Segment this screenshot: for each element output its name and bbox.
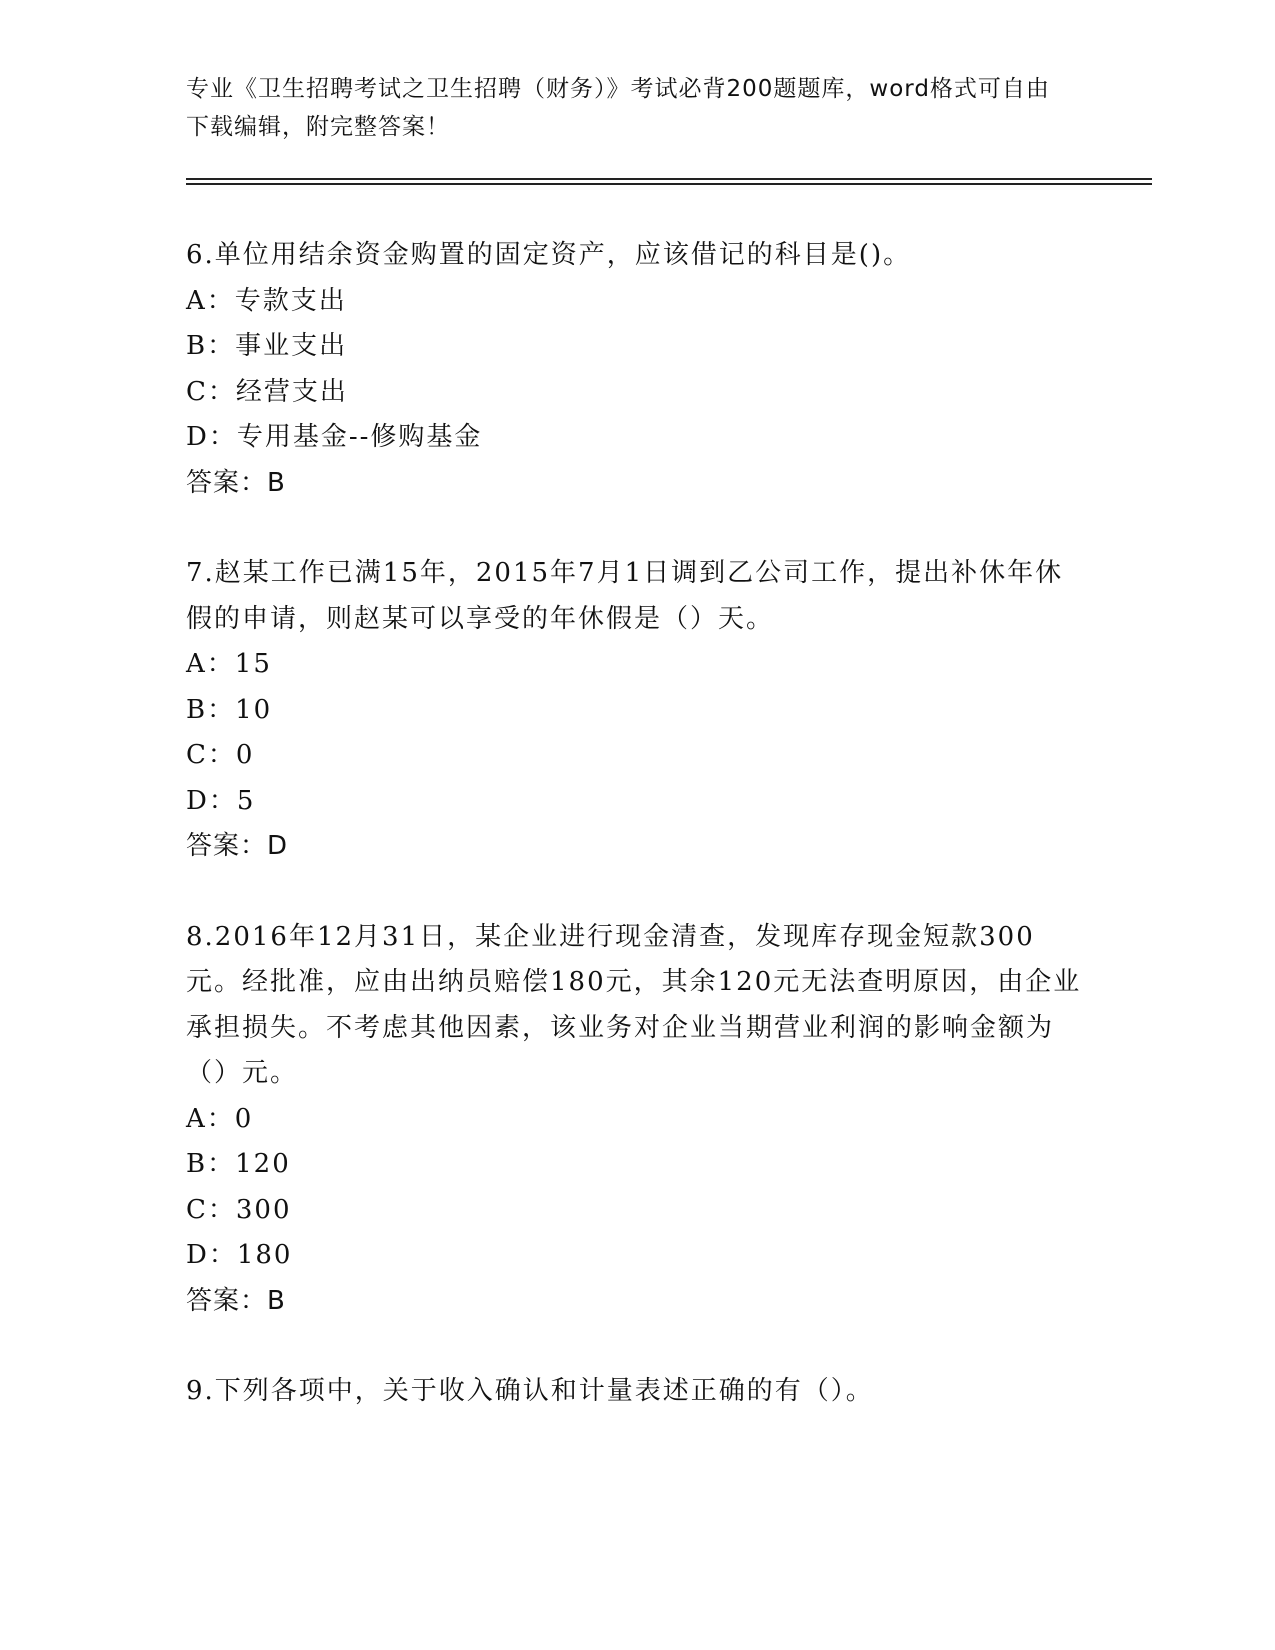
- option-c: C：0: [186, 740, 255, 770]
- question-stem: 9.下列各项中，关于收入确认和计量表述正确的有（）。: [186, 1376, 874, 1406]
- option-b: B：事业支出: [186, 331, 348, 361]
- question-8: [186, 915, 1086, 1325]
- option-c: C：300: [186, 1194, 292, 1225]
- question-stem: 7.赵某工作已满15年，2015年7月1日调到乙公司工作，提出补休年休假的申请，则赵某可以享受的年休假是（）天。: [186, 558, 1064, 634]
- answer: 答案：B: [186, 1285, 286, 1316]
- option-c: C：经营支出: [186, 376, 348, 407]
- question-7: [186, 551, 1086, 870]
- option-d: D：5: [186, 785, 256, 816]
- option-d: D：180: [186, 1240, 293, 1270]
- question-9: [186, 1369, 1086, 1415]
- question-stem: 8.2016年12月31日，某企业进行现金清查，发现库存现金短款300元。经批准，应由出纳员赔偿180元，其余120元无法查明原因，由企业承担损失。不考虑其他因素，该业务对企业当期营业利润的影响金额为（）元。: [186, 921, 1082, 1088]
- option-b: B：120: [186, 1149, 291, 1179]
- question-stem: 6.单位用结余资金购置的固定资产，应该借记的科目是()。: [186, 240, 912, 270]
- header-rule-bottom: [186, 183, 1152, 185]
- answer: 答案：B: [186, 467, 286, 498]
- option-a: A：0: [186, 1103, 254, 1134]
- answer: 答案：D: [186, 831, 289, 861]
- option-a: A：专款支出: [186, 285, 347, 316]
- question-6: [186, 233, 1086, 506]
- question-list: [186, 233, 1086, 1460]
- document-header: 专业《卫生招聘考试之卫生招聘（财务）》考试必背200题题库，word格式可自由下载编辑，附完整答案！: [186, 76, 1050, 140]
- option-b: B：10: [186, 694, 273, 725]
- header-rule-top: [186, 178, 1152, 180]
- option-d: D：专用基金--修购基金: [186, 422, 483, 452]
- option-a: A：15: [186, 649, 272, 679]
